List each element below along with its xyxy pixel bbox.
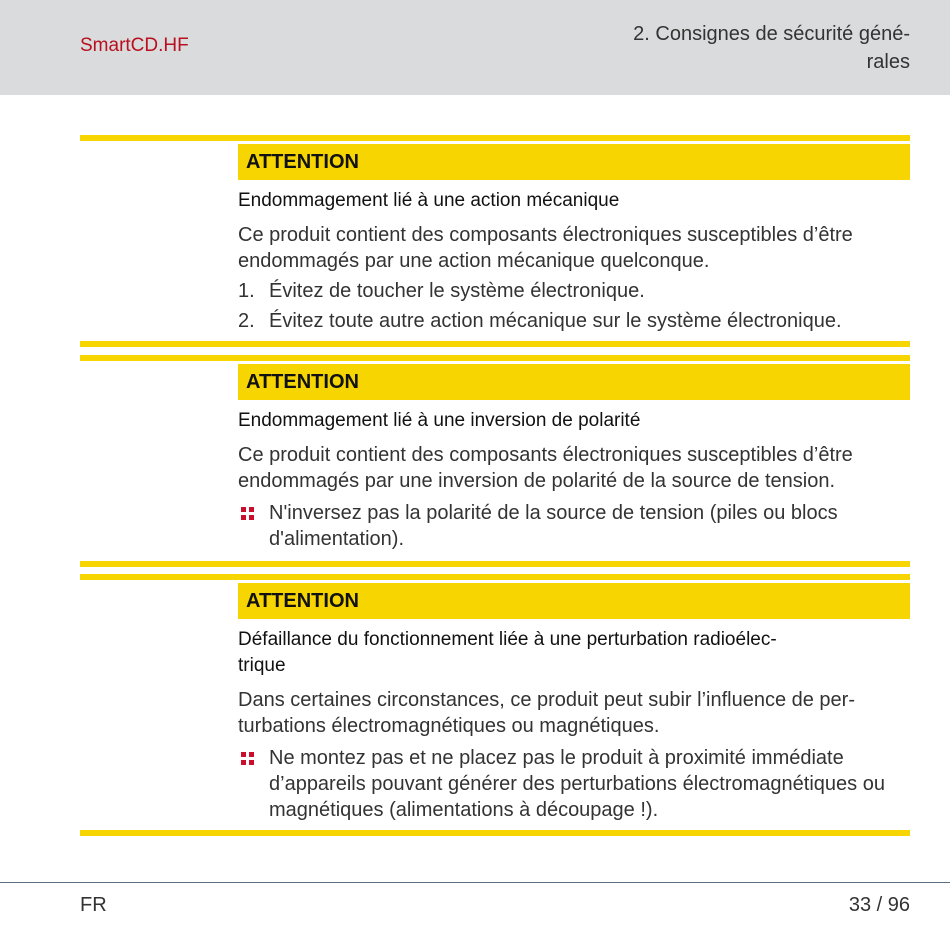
list-item — [238, 278, 910, 304]
step-number: 2. — [238, 310, 255, 332]
brand-name: SmartCD.HF — [80, 35, 189, 56]
attention-label: ATTENTION — [238, 583, 910, 619]
notice-top-bar — [80, 135, 910, 141]
list-item — [238, 500, 910, 552]
footer-divider — [0, 882, 950, 883]
footer-language: FR — [80, 894, 107, 916]
notice-title — [238, 627, 910, 679]
list-item — [238, 745, 910, 823]
section-title-line-2: rales — [866, 51, 910, 73]
notice-body — [238, 687, 910, 739]
notice-title-line-2: trique — [238, 655, 286, 676]
notice-radio-interference — [238, 627, 910, 823]
page-number: 33 / 96 — [848, 894, 910, 916]
notice-title-line-1: Défaillance du fonctionnement liée à une perturbation radioélec- — [238, 629, 777, 650]
warning-bullet-icon — [241, 507, 254, 520]
notice-title: Endommagement lié à une inversion de polarité — [238, 410, 641, 431]
notice-body-line-2: turbations électromagnétiques ou magnétiques. — [238, 715, 660, 737]
bullet-text: N'inversez pas la polarité de la source de tension (piles ou blocs d'alimentation). — [269, 502, 838, 550]
step-number: 1. — [238, 280, 255, 302]
section-title-line-1: 2. Consignes de sécurité géné- — [633, 23, 910, 45]
bullet-text: Ne montez pas et ne placez pas le produit à proximité immédiate d’appareils pouvant générer des perturbations électromagnétiques ou magnétiques (alimentations à découpage !). — [269, 747, 885, 821]
notice-top-bar — [80, 355, 910, 361]
notice-bottom-bar — [80, 561, 910, 567]
step-text: Évitez de toucher le système électronique. — [269, 280, 645, 302]
notice-body: Ce produit contient des composants électroniques susceptibles d’être endommagés par une inversion de polarité de la source de tension. — [238, 444, 853, 492]
notice-mechanical — [238, 188, 910, 334]
notice-body-line-1: Dans certaines circonstances, ce produit peut subir l’influence de per- — [238, 689, 855, 711]
notice-title: Endommagement lié à une action mécanique — [238, 190, 620, 211]
step-text: Évitez toute autre action mécanique sur le système électronique. — [269, 310, 842, 332]
list-item — [238, 308, 910, 334]
notice-bottom-bar — [80, 341, 910, 347]
notice-body: Ce produit contient des composants électroniques susceptibles d’être endommagés par une action mécanique quelconque. — [238, 224, 853, 272]
notice-bottom-bar — [80, 830, 910, 836]
attention-label: ATTENTION — [238, 144, 910, 180]
page-header — [0, 0, 950, 95]
notice-top-bar — [80, 574, 910, 580]
notice-polarity — [238, 408, 910, 552]
attention-label: ATTENTION — [238, 364, 910, 400]
warning-bullet-icon — [241, 752, 254, 765]
section-title — [570, 20, 910, 76]
